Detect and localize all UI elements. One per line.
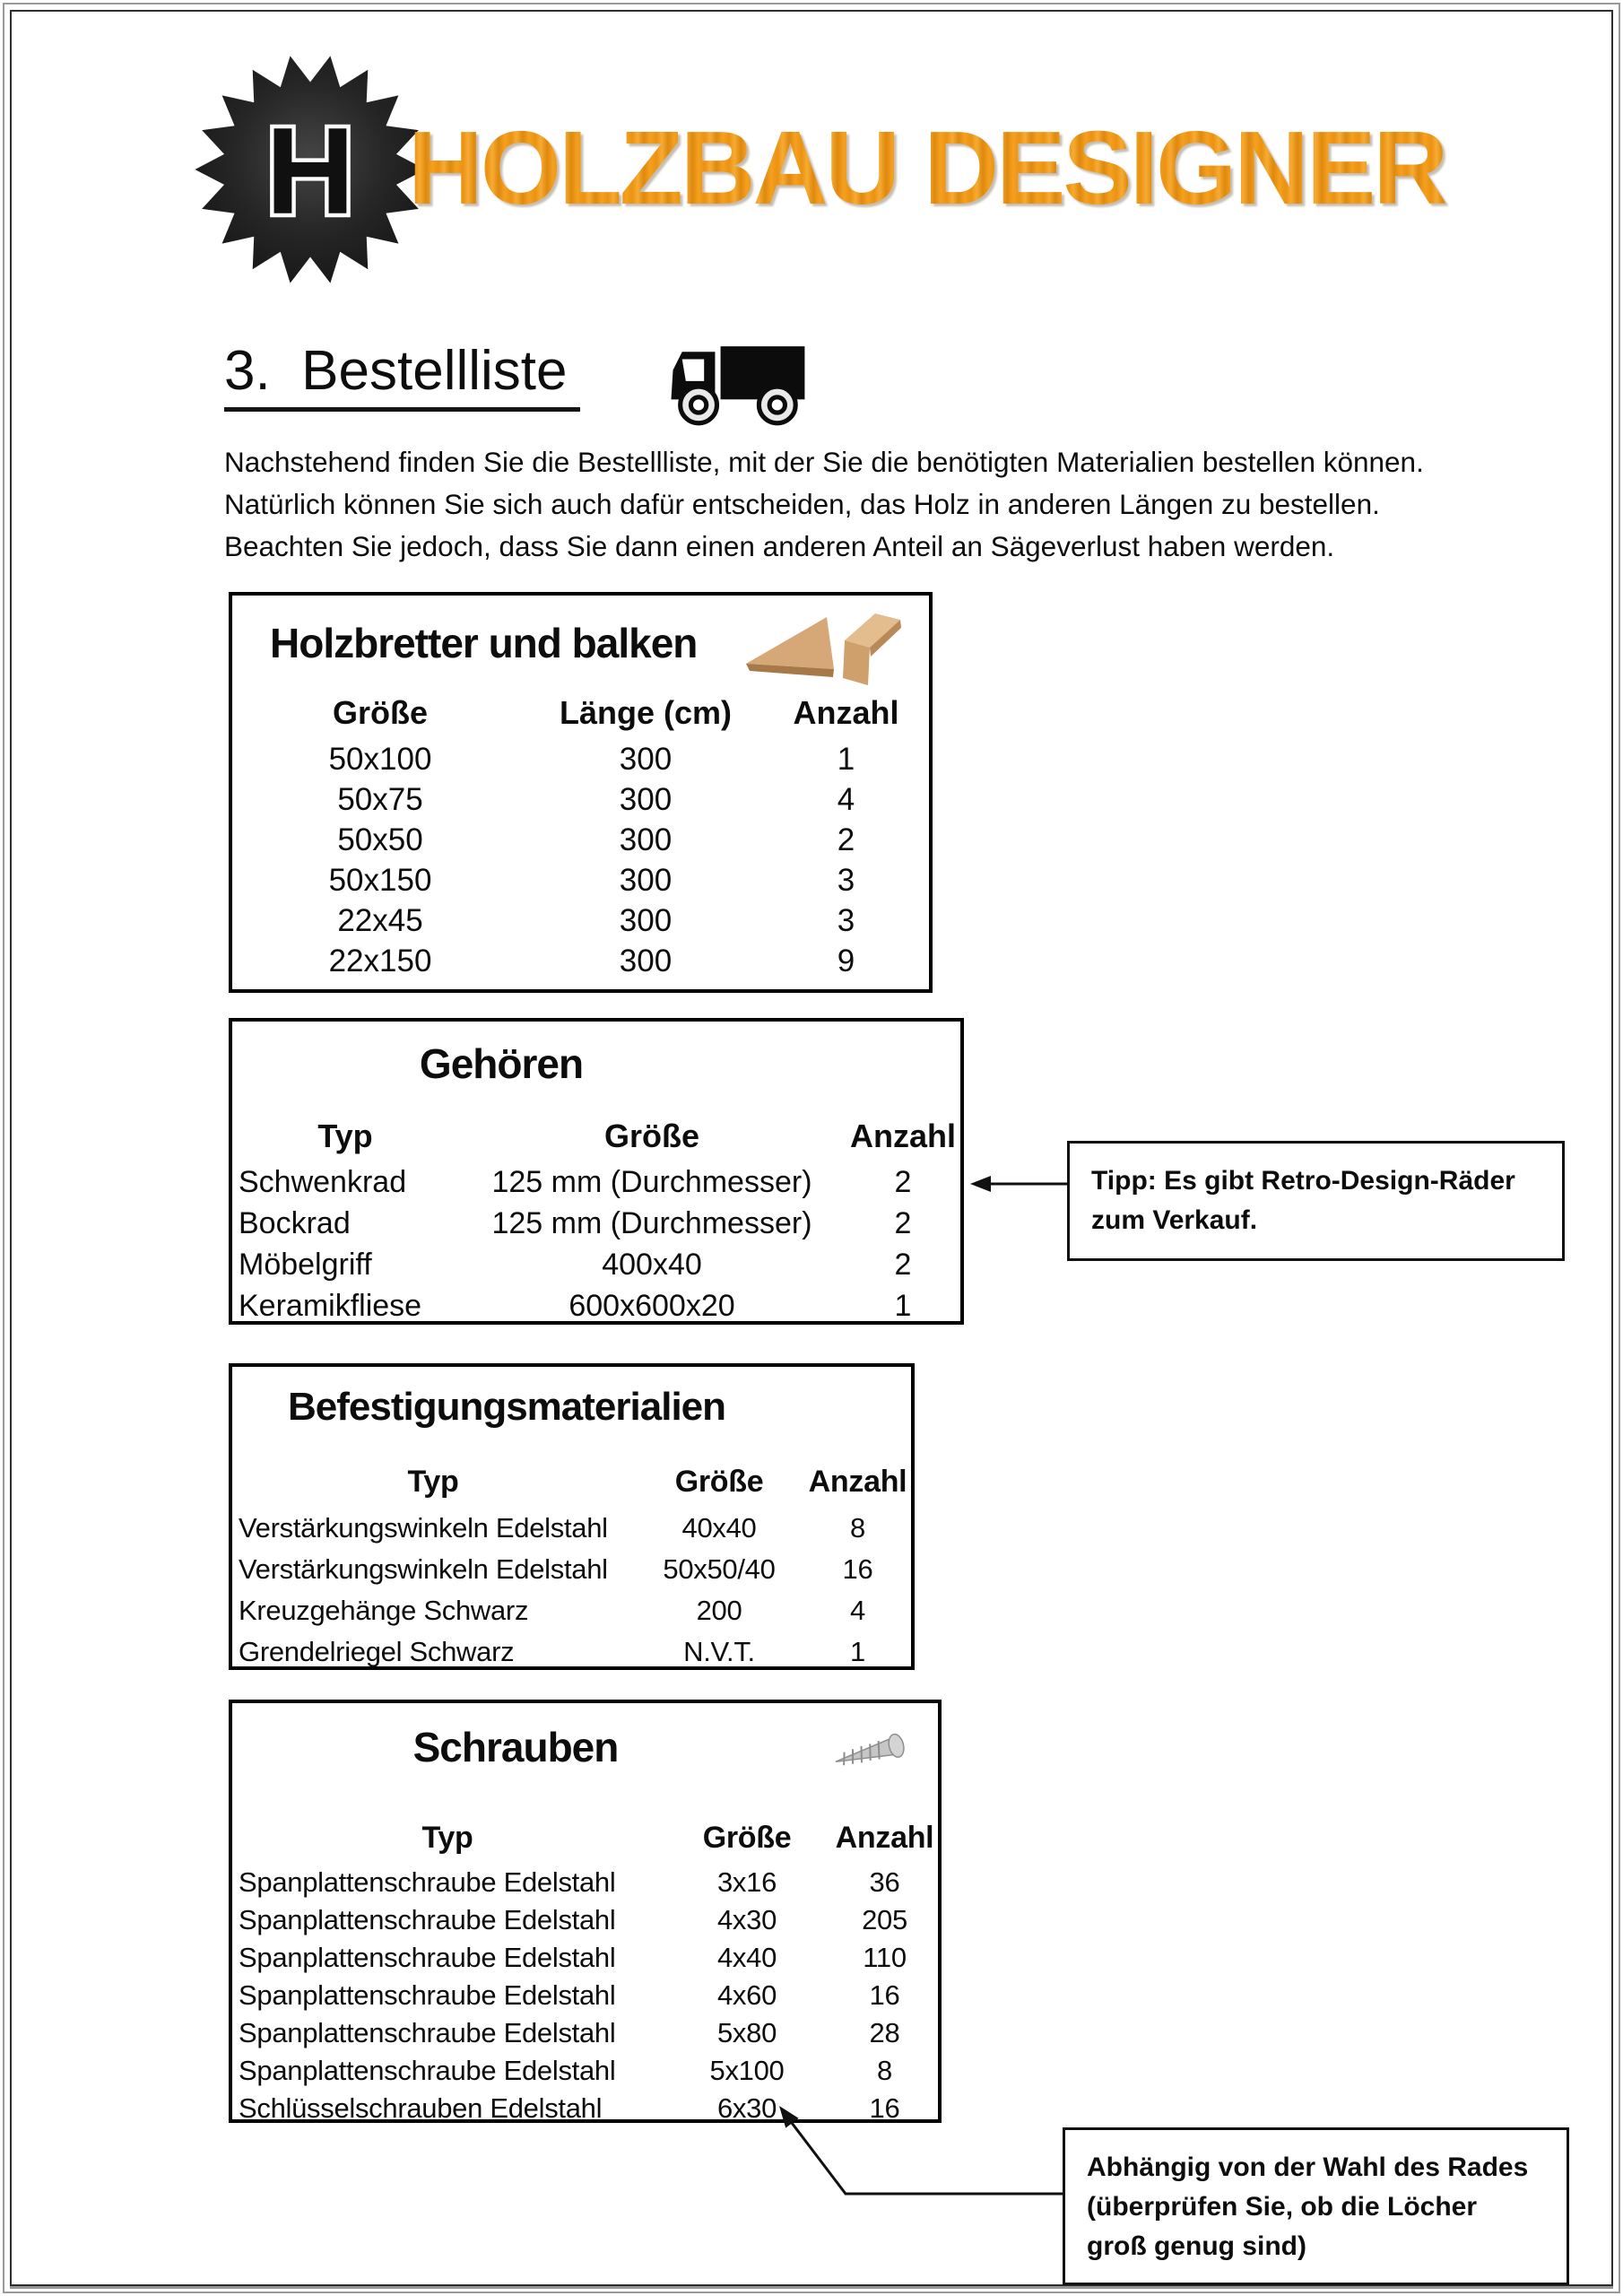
table-cell: 3: [837, 903, 855, 938]
table-cell: 300: [619, 903, 673, 938]
table-cell: N.V.T.: [683, 1635, 755, 1667]
table-cell: 300: [619, 742, 673, 777]
table-cell: 110: [863, 1941, 907, 1973]
wood-table-grid: [232, 687, 929, 981]
table-cell: 205: [862, 1903, 907, 1935]
table-cell: 125 mm (Durchmesser): [491, 1206, 812, 1240]
table-cell: 125 mm (Durchmesser): [491, 1165, 812, 1199]
column-header: Größe: [332, 694, 428, 731]
screw-note-arrow: [767, 2099, 1067, 2202]
intro-paragraph: [224, 441, 1497, 568]
table-cell: 300: [619, 782, 673, 817]
accessories-table-title: Gehören: [419, 1040, 584, 1087]
logo-letter-h: H: [265, 102, 355, 240]
table-cell: Schwenkrad: [239, 1165, 407, 1199]
table-cell: 2: [837, 822, 855, 857]
screw-icon: [827, 1721, 925, 1779]
column-header: Anzahl: [835, 1821, 934, 1855]
table-cell: 4x30: [716, 1903, 777, 1935]
column-header: Typ: [421, 1821, 473, 1855]
column-header: Größe: [702, 1821, 792, 1855]
column-header: Größe: [603, 1118, 699, 1154]
wheels-tip-arrow: [967, 1164, 1072, 1204]
wood-wedge-and-beam-icon: [741, 604, 920, 694]
table-cell: Spanplattenschraube Edelstahl: [239, 2016, 616, 2048]
callout-line: (überprüfen Sie, ob die Löcher: [1087, 2192, 1478, 2222]
callout-line: zum Verkauf.: [1091, 1205, 1258, 1235]
screws-table-title: Schrauben: [412, 1724, 619, 1770]
table-cell: 300: [619, 822, 673, 857]
column-header: Typ: [407, 1465, 459, 1499]
table-cell: 5x80: [716, 2016, 777, 2048]
wood-table-title: Holzbretter und balken: [270, 620, 698, 666]
table-cell: 36: [869, 1866, 900, 1898]
table-cell: 9: [837, 944, 855, 978]
table-cell: Spanplattenschraube Edelstahl: [239, 2054, 616, 2086]
table-cell: Spanplattenschraube Edelstahl: [239, 1866, 616, 1898]
table-cell: 4x40: [716, 1941, 777, 1973]
table-cell: 50x75: [337, 782, 423, 817]
callout-line: groß genug sind): [1087, 2231, 1306, 2261]
table-cell: 4: [837, 782, 855, 817]
accessories-table-grid: [232, 1111, 960, 1326]
column-header: Typ: [317, 1118, 373, 1154]
table-cell: 6x30: [716, 2092, 777, 2124]
section-title: 3. Bestellliste: [224, 339, 580, 412]
table-cell: 50x50: [337, 822, 423, 857]
table-cell: Bockrad: [239, 1206, 351, 1240]
column-header: Anzahl: [793, 694, 899, 731]
table-cell: 8: [877, 2054, 892, 2086]
table-cell: 2: [894, 1165, 912, 1199]
table-cell: 4: [850, 1594, 865, 1626]
table-cell: Spanplattenschraube Edelstahl: [239, 1941, 616, 1973]
table-cell: 16: [842, 1552, 873, 1585]
table-cell: 4x60: [716, 1979, 777, 2011]
table-cell: 5x100: [709, 2054, 785, 2086]
accessories-table: [229, 1018, 964, 1325]
callout-line: Tipp: Es gibt Retro-Design-Räder: [1091, 1166, 1515, 1196]
column-header: Größe: [674, 1465, 764, 1499]
wheels-tip-callout: [1067, 1141, 1565, 1261]
table-cell: 3x16: [716, 1866, 777, 1898]
table-cell: Möbelgriff: [239, 1248, 372, 1282]
column-header: Anzahl: [849, 1118, 956, 1154]
column-header: Anzahl: [808, 1465, 907, 1499]
table-cell: Keramikfliese: [239, 1289, 422, 1323]
screws-table-grid: [232, 1813, 938, 2126]
table-cell: 3: [837, 863, 855, 898]
table-cell: 50x50/40: [663, 1552, 776, 1585]
table-cell: 1: [894, 1289, 912, 1323]
table-cell: 28: [869, 2016, 900, 2048]
table-cell: Spanplattenschraube Edelstahl: [239, 1979, 616, 2011]
table-cell: 50x100: [328, 742, 432, 777]
table-cell: 16: [869, 2092, 900, 2124]
table-cell: 50x150: [328, 863, 432, 898]
table-cell: 8: [850, 1511, 865, 1544]
screw-note-callout: [1063, 2127, 1569, 2285]
table-cell: 1: [850, 1635, 865, 1667]
table-cell: 1: [837, 742, 855, 777]
fasteners-table-grid: [232, 1457, 911, 1672]
table-cell: Kreuzgehänge Schwarz: [239, 1594, 529, 1626]
table-cell: Spanplattenschraube Edelstahl: [239, 1903, 616, 1935]
table-cell: 22x150: [328, 944, 432, 978]
table-cell: 40x40: [681, 1511, 757, 1544]
table-cell: 2: [894, 1206, 912, 1240]
intro-line: Nachstehend finden Sie die Bestellliste, mit der Sie die benötigten Materialien bestellen können.: [224, 446, 1424, 478]
saw-blade-logo-icon: [191, 50, 430, 289]
brand-wordmark: HOLZBAU DESIGNER: [408, 100, 1445, 235]
screws-table: [229, 1700, 942, 2123]
table-cell: 300: [619, 944, 673, 978]
fasteners-table-title: Befestigungsmaterialien: [287, 1385, 726, 1429]
table-cell: 600x600x20: [568, 1289, 735, 1323]
table-cell: Verstärkungswinkeln Edelstahl: [239, 1511, 608, 1544]
table-cell: 2: [894, 1248, 912, 1282]
wood-table: [229, 592, 933, 993]
table-cell: 16: [869, 1979, 900, 2011]
table-cell: Grendelriegel Schwarz: [239, 1635, 515, 1667]
intro-line: Beachten Sie jedoch, dass Sie dann einen anderen Anteil an Sägeverlust haben werden.: [224, 530, 1335, 562]
table-cell: 300: [619, 863, 673, 898]
table-cell: Schlüsselschrauben Edelstahl: [239, 2092, 603, 2124]
table-cell: 200: [696, 1594, 742, 1626]
callout-line: Abhängig von der Wahl des Rades: [1087, 2152, 1529, 2182]
table-cell: 400x40: [602, 1248, 702, 1282]
delivery-truck-icon: [665, 339, 816, 430]
fasteners-table: [229, 1363, 915, 1670]
column-header: Länge (cm): [559, 694, 733, 731]
table-cell: 22x45: [337, 903, 423, 938]
intro-line: Natürlich können Sie sich auch dafür entscheiden, das Holz in anderen Längen zu bestellen.: [224, 488, 1380, 520]
table-cell: Verstärkungswinkeln Edelstahl: [239, 1552, 608, 1585]
